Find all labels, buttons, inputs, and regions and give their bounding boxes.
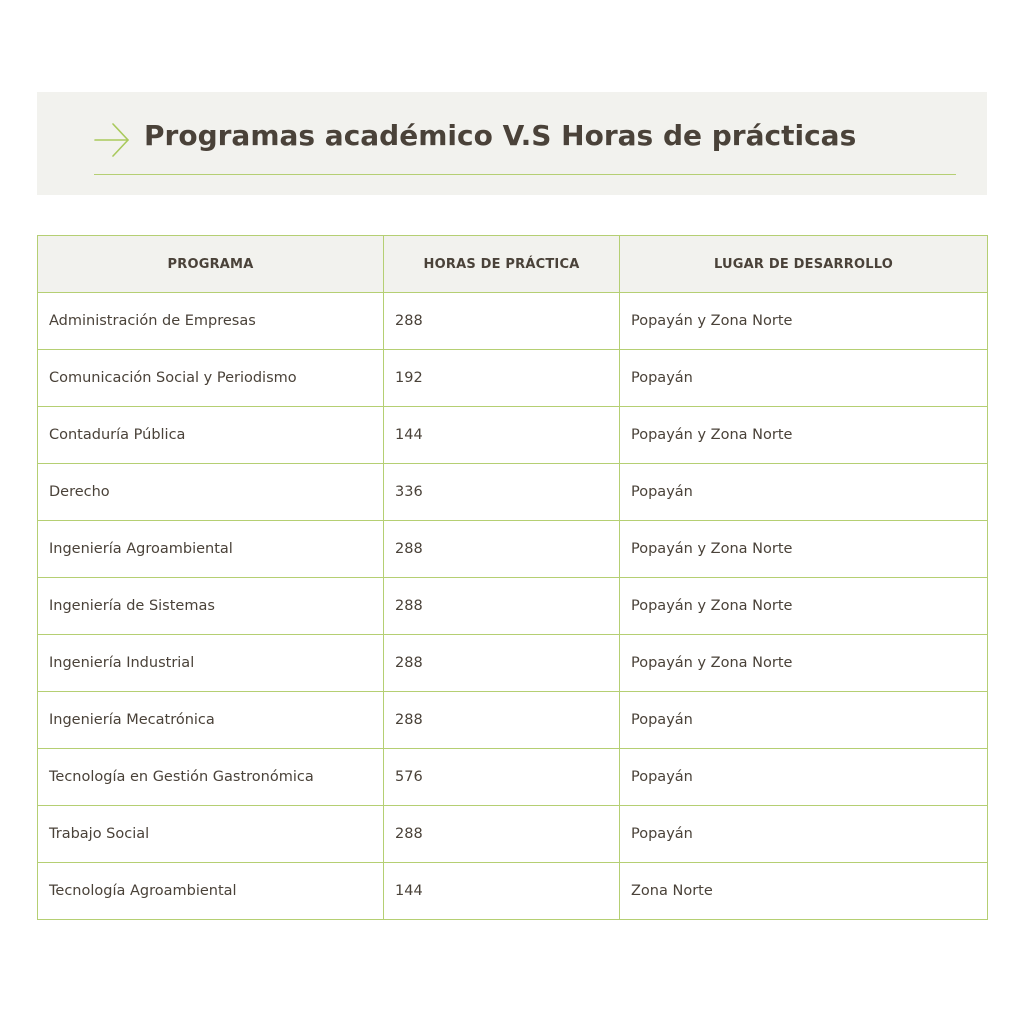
cell-lugar: Popayán y Zona Norte [620,635,988,692]
table-row [38,863,988,920]
cell-programa: Tecnología Agroambiental [38,863,384,920]
cell-programa: Trabajo Social [38,806,384,863]
cell-horas: 576 [384,749,620,806]
cell-horas: 288 [384,692,620,749]
cell-programa: Ingeniería Agroambiental [38,521,384,578]
column-header-lugar: LUGAR DE DESARROLLO [620,236,988,293]
cell-lugar: Popayán [620,692,988,749]
cell-lugar: Popayán y Zona Norte [620,578,988,635]
cell-programa: Comunicación Social y Periodismo [38,350,384,407]
cell-lugar: Popayán [620,806,988,863]
cell-lugar: Popayán [620,350,988,407]
table-row [38,749,988,806]
cell-horas: 288 [384,578,620,635]
title-banner [37,92,987,195]
table-row [38,350,988,407]
table-row [38,521,988,578]
cell-horas: 144 [384,863,620,920]
cell-programa: Derecho [38,464,384,521]
cell-horas: 288 [384,521,620,578]
table-row [38,293,988,350]
cell-lugar: Zona Norte [620,863,988,920]
cell-programa: Ingeniería Industrial [38,635,384,692]
cell-programa: Administración de Empresas [38,293,384,350]
column-header-horas: HORAS DE PRÁCTICA [384,236,620,293]
table-row [38,806,988,863]
title-underline [94,174,956,175]
programs-table [37,235,988,920]
cell-lugar: Popayán y Zona Norte [620,293,988,350]
table-row [38,692,988,749]
cell-programa: Ingeniería Mecatrónica [38,692,384,749]
cell-programa: Contaduría Pública [38,407,384,464]
cell-horas: 144 [384,407,620,464]
cell-lugar: Popayán y Zona Norte [620,521,988,578]
column-header-programa: PROGRAMA [38,236,384,293]
cell-lugar: Popayán [620,464,988,521]
table-row [38,578,988,635]
cell-horas: 288 [384,806,620,863]
cell-programa: Ingeniería de Sistemas [38,578,384,635]
cell-horas: 288 [384,293,620,350]
cell-programa: Tecnología en Gestión Gastronómica [38,749,384,806]
table-row [38,407,988,464]
table-row [38,635,988,692]
cell-horas: 192 [384,350,620,407]
cell-horas: 288 [384,635,620,692]
page-title: Programas académico V.S Horas de prácticas [144,119,857,152]
cell-horas: 336 [384,464,620,521]
arrow-right-icon [93,121,131,159]
table-header-row [38,236,988,293]
cell-lugar: Popayán y Zona Norte [620,407,988,464]
table-row [38,464,988,521]
cell-lugar: Popayán [620,749,988,806]
